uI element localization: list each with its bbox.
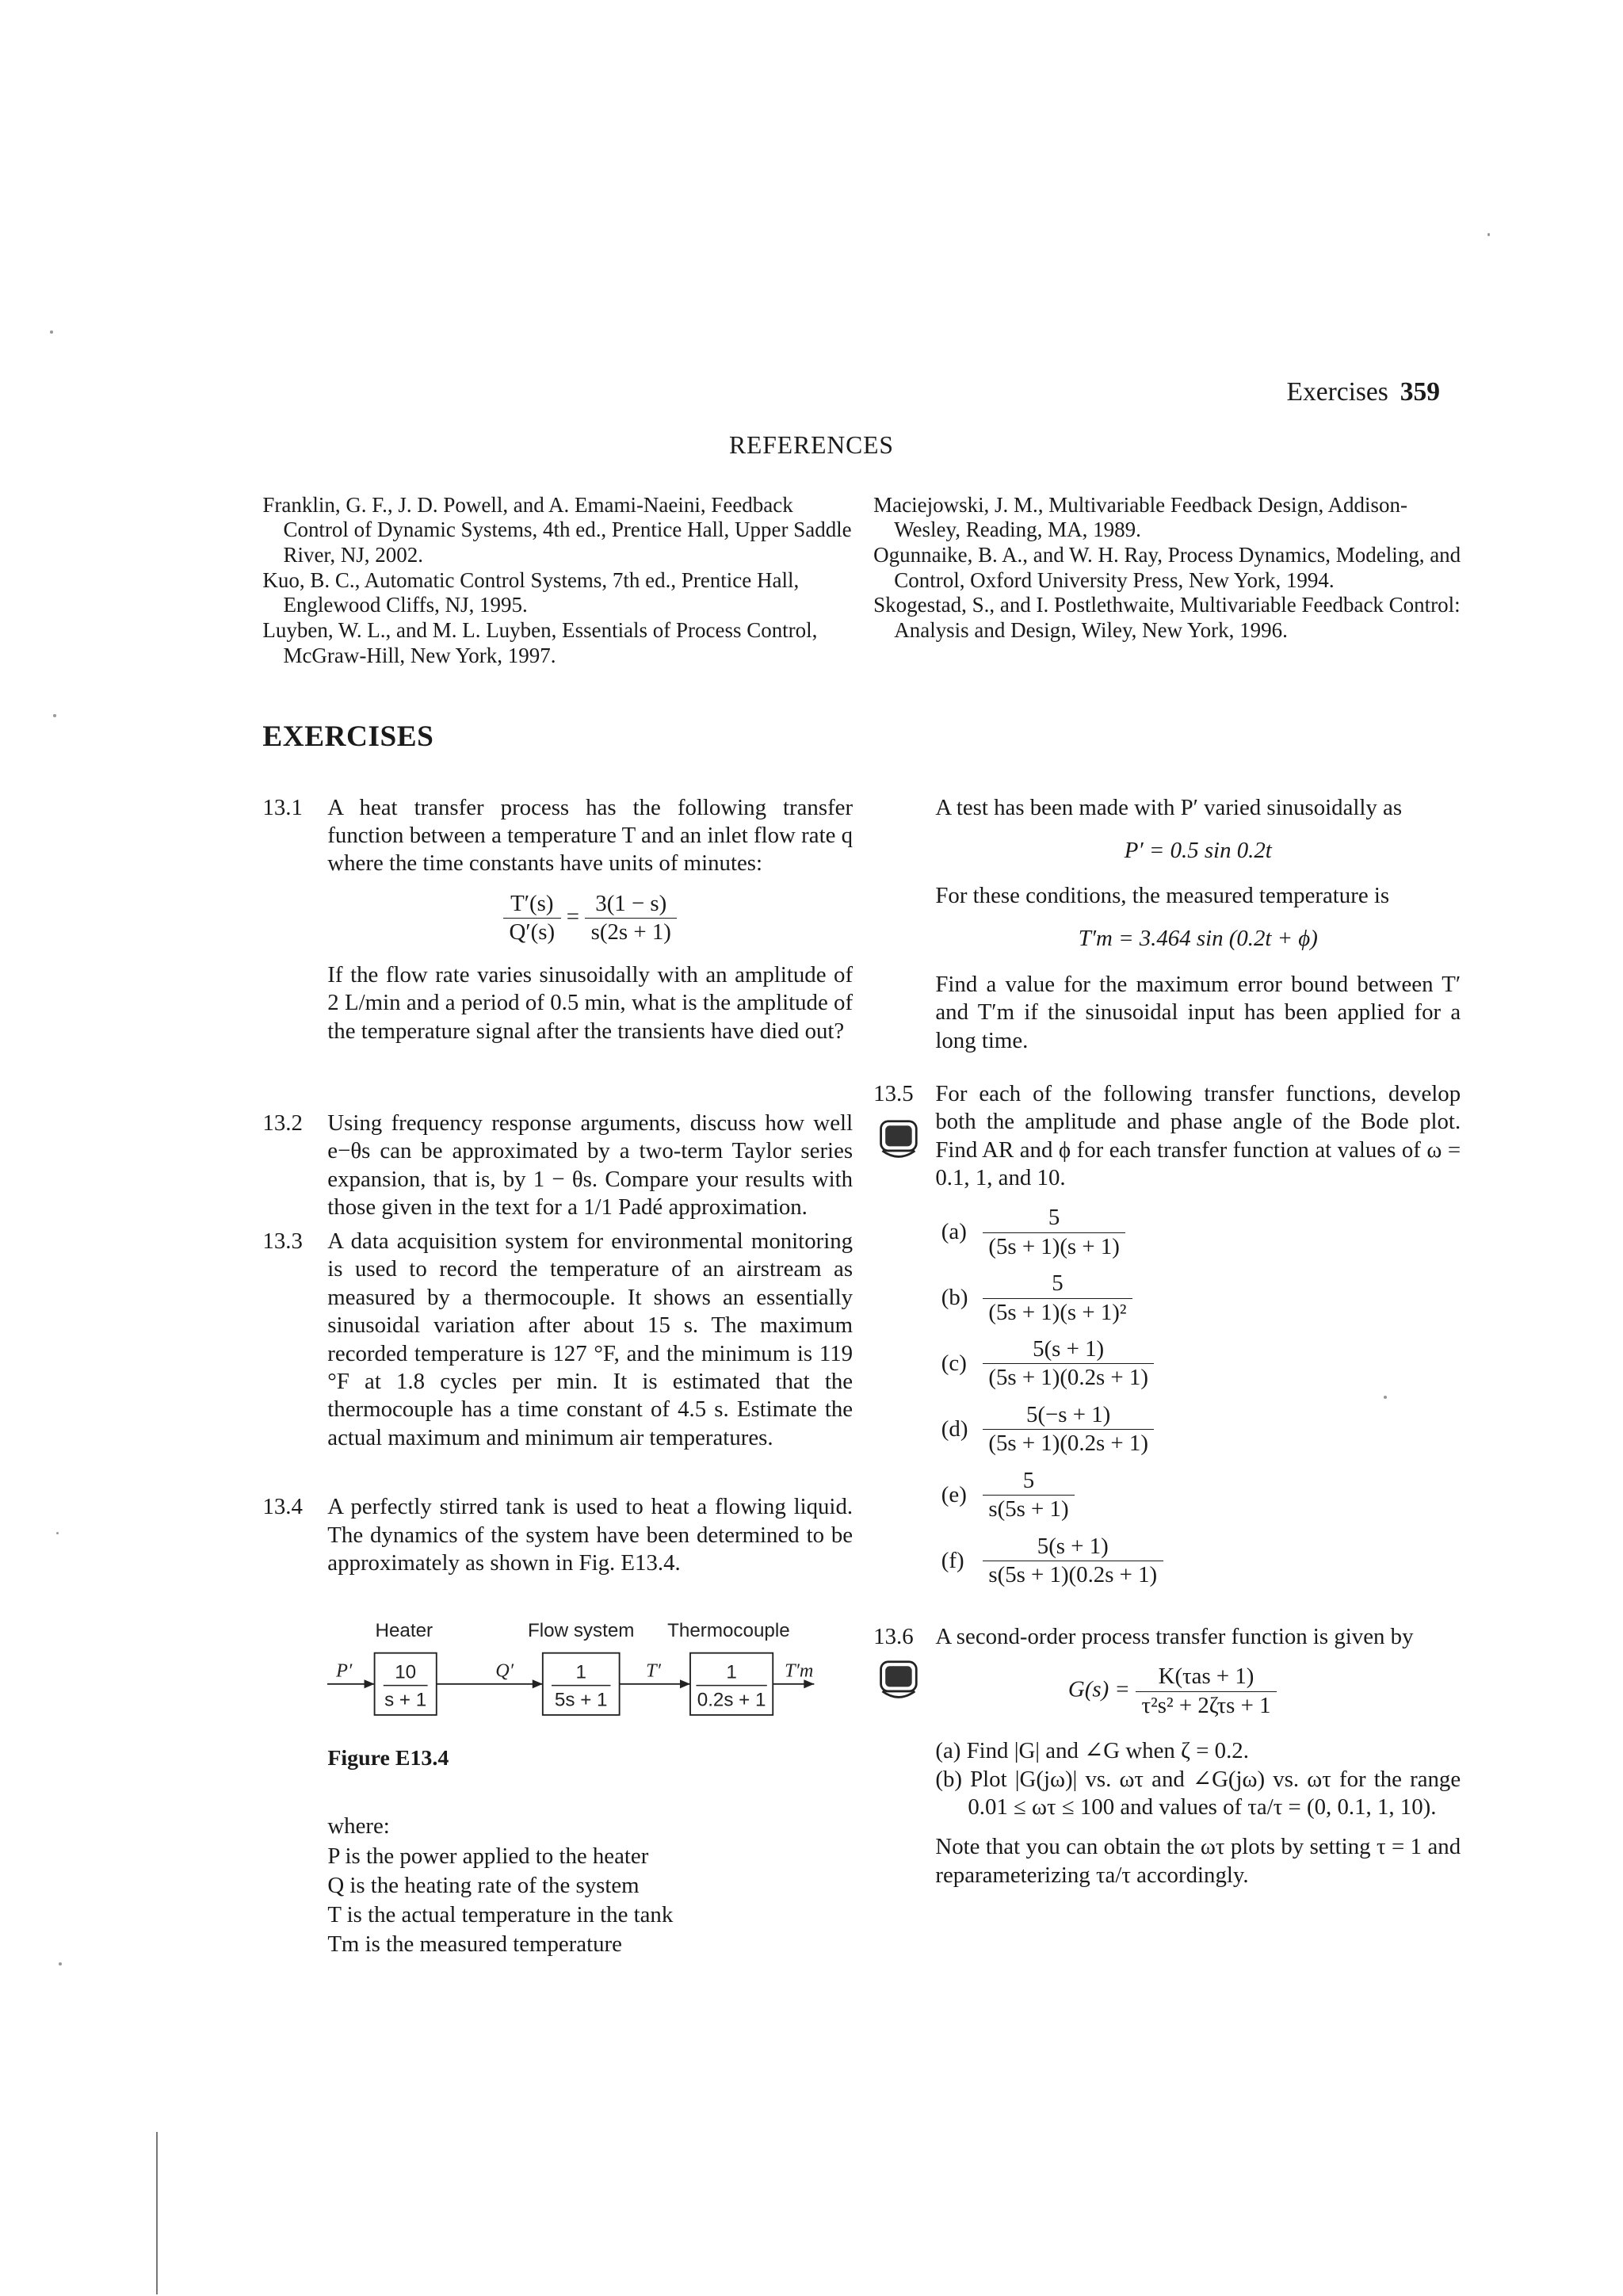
conditions-text: For these conditions, the measured temperature is	[935, 883, 1390, 909]
where-label: where:	[327, 1813, 390, 1839]
transfer-function-e	[941, 1467, 1461, 1524]
exercise-number: 13.5	[873, 1080, 914, 1106]
scan-speck	[1487, 233, 1491, 236]
exercise-number: 13.1	[262, 794, 303, 820]
transfer-function-list	[941, 1204, 1461, 1589]
references-right-column	[873, 493, 1464, 644]
reference-entry: Ogunnaike, B. A., and W. H. Ray, Process Dynamics, Modeling, and Control, Oxford University Press, New York, 1994.	[873, 543, 1461, 592]
block-numerator: 1	[575, 1660, 587, 1683]
definition-item: Tm is the measured temperature	[327, 1931, 622, 1958]
block-title: Thermocouple	[667, 1619, 791, 1641]
equation-numerator: 5	[1048, 1205, 1060, 1231]
scan-speck	[50, 330, 53, 334]
references-left-column	[262, 493, 853, 669]
equals-sign: =	[566, 904, 580, 930]
part-b: (b) Plot |G(jω)| vs. ωτ and ∠G(jω) vs. ωτ for the range 0.01 ≤ ωτ ≤ 100 and values of τa/τ = (0, 0.1, 1, 10).	[935, 1766, 1461, 1820]
reference-entry: Skogestad, S., and I. Postlethwaite, Multivariable Feedback Control: Analysis and Design, Wiley, New York, 1996.	[873, 593, 1461, 643]
exercise-13-4-continued	[935, 794, 1461, 1056]
equation-numerator: 3(1 − s)	[595, 890, 667, 916]
definition-item: T is the actual temperature in the tank	[327, 1901, 674, 1927]
find-instruction: Find a value for the maximum error bound between T′ and T′m if the sinusoidal input has been applied for a long time.	[935, 972, 1461, 1053]
block-title: Flow system	[528, 1619, 635, 1641]
block-title: Heater	[375, 1619, 433, 1641]
equation-numerator: 5(s + 1)	[1033, 1336, 1105, 1362]
second-order-transfer-function	[1068, 1663, 1461, 1720]
reference-entry: Franklin, G. F., J. D. Powell, and A. Emami-Naeini, Feedback Control of Dynamic Systems, 4th ed., Prentice Hall, Upper Saddle River, NJ, 2002.	[262, 492, 852, 567]
scan-speck	[56, 1532, 59, 1535]
signal-label: Q′	[495, 1660, 514, 1681]
exercise-text: For each of the following transfer functions, develop both the amplitude and phase angle of the Bode plot. Find AR and ϕ for each transfer function at values of ω = 0.1, 1, and 10.	[935, 1080, 1461, 1190]
block-denominator: 5s + 1	[555, 1689, 608, 1711]
exercise-text: A data acquisition system for environmental monitoring is used to record the temperature of an airstream as measured by a thermocouple. It shows an essentially sinusoidal variation after about 15 s. The maximum recorded temperature is 127 °F, and the minimum is 119 °F at 1.8 cycles per min. It is estimated that the thermocouple has a time constant of 4.5 s. Estimate the actual maximum and minimum air temperatures.	[327, 1228, 854, 1450]
exercise-number: 13.3	[262, 1228, 303, 1255]
signal-label: T′m	[785, 1660, 814, 1681]
reference-entry: Maciejowski, J. M., Multivariable Feedback Design, Addison-Wesley, Reading, MA, 1989.	[873, 492, 1407, 542]
part-label: (e)	[941, 1482, 967, 1508]
computer-exercise-icon	[876, 1659, 921, 1703]
page-number: 359	[1400, 376, 1440, 407]
definition-item: P is the power applied to the heater	[327, 1843, 649, 1869]
signal-label: T′	[646, 1660, 662, 1681]
equation-denominator: (5s + 1)(0.2s + 1)	[983, 1429, 1154, 1457]
test-description: A test has been made with P′ varied sinusoidally as	[935, 794, 1403, 820]
running-header	[1286, 378, 1440, 406]
equation-denominator: s(2s + 1)	[585, 918, 677, 946]
exercise-text: A heat transfer process has the following transfer function between a temperature T and an inlet flow rate q where the time constants have units of minutes:	[327, 794, 854, 877]
equation-lhs: G(s) =	[1067, 1676, 1130, 1702]
equation-denominator: (5s + 1)(0.2s + 1)	[983, 1363, 1154, 1392]
transfer-function-d	[941, 1401, 1461, 1458]
equation-denominator: s(5s + 1)(0.2s + 1)	[983, 1561, 1163, 1589]
figure-caption: Figure E13.4	[327, 1745, 449, 1771]
block-denominator: s + 1	[384, 1689, 427, 1711]
references-heading: REFERENCES	[728, 430, 894, 459]
computer-exercise-icon	[876, 1118, 921, 1163]
signal-label: P′	[336, 1660, 353, 1681]
measured-equation: T′m = 3.464 sin (0.2t + ϕ)	[1078, 926, 1318, 952]
equation-numerator: 5	[1022, 1467, 1035, 1493]
block-denominator: 0.2s + 1	[697, 1689, 766, 1711]
exercise-number: 13.2	[262, 1110, 303, 1137]
transfer-function-f	[941, 1533, 1461, 1590]
transfer-function-a	[941, 1204, 1461, 1261]
exercise-number: 13.6	[873, 1623, 914, 1649]
part-label: (b)	[941, 1285, 968, 1311]
block-numerator: 1	[726, 1660, 738, 1683]
scan-margin-line	[156, 2132, 158, 2294]
scan-speck	[53, 714, 56, 717]
equation-numerator: 5	[1052, 1270, 1064, 1297]
definition-item: Q is the heating rate of the system	[327, 1872, 640, 1898]
part-label: (f)	[941, 1547, 964, 1573]
equation-numerator: K(τas + 1)	[1158, 1664, 1254, 1690]
exercise-number: 13.4	[262, 1494, 303, 1520]
equation-denominator: (5s + 1)(s + 1)²	[983, 1298, 1132, 1327]
exercise-text: If the flow rate varies sinusoidally with an amplitude of 2 L/min and a period of 0.5 min, what is the amplitude of the temperature signal after the transients have died out?	[327, 962, 854, 1044]
exercise-text: A second-order process transfer function is given by	[935, 1623, 1414, 1649]
exercise-text: A perfectly stirred tank is used to heat a flowing liquid. The dynamics of the system have been determined to be approximately as shown in Fig. E13.4.	[327, 1494, 854, 1576]
note-text: Note that you can obtain the ωτ plots by setting τ = 1 and reparameterizing τa/τ accordingly.	[935, 1834, 1461, 1888]
equation-numerator: 5(s + 1)	[1037, 1533, 1109, 1559]
reference-entry: Kuo, B. C., Automatic Control Systems, 7th ed., Prentice Hall, Englewood Cliffs, NJ, 1995.	[262, 567, 800, 617]
part-label: (a)	[941, 1219, 967, 1245]
scan-speck	[59, 1962, 62, 1966]
equation-numerator: T′(s)	[510, 890, 554, 916]
variable-definitions	[327, 1812, 858, 1959]
equation-denominator: Q′(s)	[503, 918, 560, 946]
equation-denominator: s(5s + 1)	[983, 1495, 1075, 1523]
equation-denominator: τ²s² + 2ζτs + 1	[1136, 1691, 1277, 1720]
exercises-heading: EXERCISES	[262, 720, 434, 754]
block-numerator: 10	[395, 1660, 417, 1683]
part-a: (a) Find |G| and ∠G when ζ = 0.2.	[935, 1738, 1249, 1764]
input-equation: P′ = 0.5 sin 0.2t	[1124, 837, 1272, 863]
transfer-function-c	[941, 1335, 1461, 1392]
equation-denominator: (5s + 1)(s + 1)	[983, 1232, 1125, 1261]
transfer-function-b	[941, 1270, 1461, 1327]
reference-entry: Luyben, W. L., and M. L. Luyben, Essentials of Process Control, McGraw-Hill, New York, 1997.	[262, 618, 818, 667]
part-label: (c)	[941, 1350, 967, 1377]
exercise-text: Using frequency response arguments, discuss how well e−θs can be approximated by a two-term Taylor series expansion, that is, by 1 − θs. Compare your results with those given in the text for a 1/1 Padé approximation.	[327, 1110, 854, 1221]
part-label: (d)	[941, 1416, 968, 1442]
section-title: Exercises	[1286, 376, 1388, 407]
transfer-function-equation	[327, 890, 853, 947]
block-diagram	[327, 1618, 814, 1736]
equation-numerator: 5(−s + 1)	[1026, 1401, 1111, 1427]
